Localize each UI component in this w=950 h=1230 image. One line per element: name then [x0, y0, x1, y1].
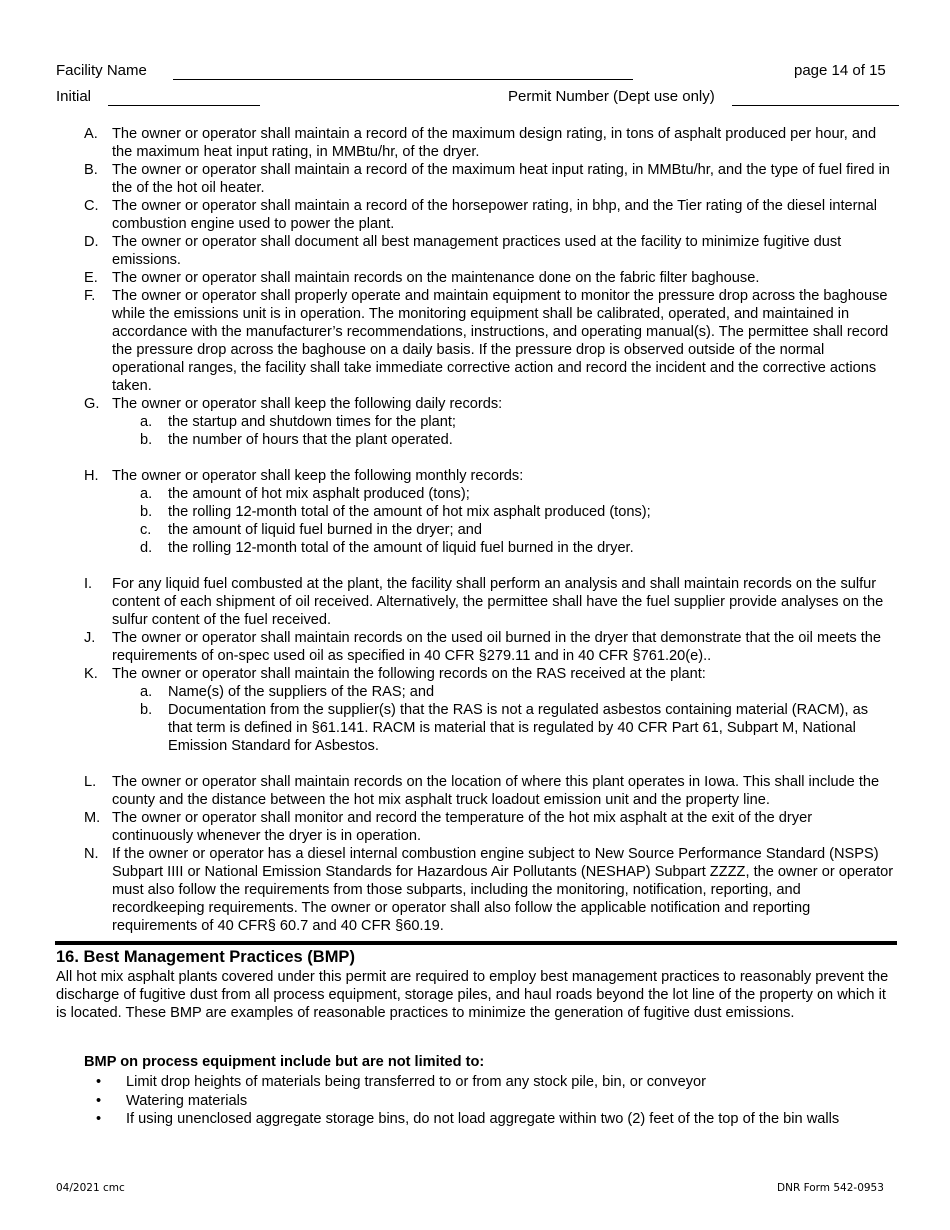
bmp-subtitle: BMP on process equipment include but are not limited to: [84, 1054, 485, 1070]
sub-list-item [84, 521, 896, 539]
list-item-label: L. [84, 774, 97, 790]
sub-list-item-text: the startup and shutdown times for the plant; [168, 414, 456, 430]
list-item [84, 395, 896, 413]
list-item [84, 773, 896, 809]
bullet-icon: • [96, 1074, 102, 1090]
sub-list-item-label: a. [140, 486, 153, 502]
sub-list-item-label: b. [140, 504, 153, 520]
bmp-bullet-list [96, 1073, 896, 1129]
sub-list-item-text: the rolling 12-month total of the amount of hot mix asphalt produced (tons); [168, 504, 651, 520]
list-item-text: The owner or operator shall maintain a record of the horsepower rating, in bhp, and the Tier rating of the diesel internal combustion engine used to power the plant. [112, 198, 877, 232]
sub-list-item-label: b. [140, 432, 153, 448]
list-item-text: The owner or operator shall monitor and record the temperature of the hot mix asphalt at the exit of the dryer continuously whenever the dryer is in operation. [112, 810, 813, 844]
list-item [84, 287, 896, 395]
bmp-bullet-text: Limit drop heights of materials being transferred to or from any stock pile, bin, or conveyor [126, 1074, 706, 1090]
sub-list-item [84, 683, 896, 701]
list-item [84, 809, 896, 845]
list-item [84, 629, 896, 665]
list-item [84, 197, 896, 233]
bullet-icon: • [96, 1092, 102, 1109]
list-item [84, 161, 896, 197]
list-item-text: The owner or operator shall maintain a record of the maximum design rating, in tons of asphalt produced per hour, and the maximum heat input rating, in MMBtu/hr, of the dryer. [112, 126, 877, 160]
bmp-bullet [96, 1092, 896, 1111]
list-item-text: The owner or operator shall properly operate and maintain equipment to monitor the pressure drop across the baghouse while the emissions unit is in operation. The monitoring equipment shall be calibrated, operated, and maintained in accordance with the manufacturer’s recommendations, instructions, and operating manual(s). The permittee shall record the pressure drop across the baghouse on a daily basis. If the pressure drop is observed outside of the normal operational ranges, the facility shall take immediate corrective action and record the incident and the corrective actions taken. [112, 288, 889, 394]
bmp-bullet [96, 1073, 896, 1092]
sub-list-item [84, 701, 896, 755]
list-item-label: H. [84, 468, 99, 484]
list-item-text: For any liquid fuel combusted at the plant, the facility shall perform an analysis and shall maintain records on the sulfur content of each shipment of oil received. Alternatively, the permittee shall have the fuel supplier provide analyses on the sulfur content of the fuel received. [112, 576, 884, 628]
list-item-label: B. [84, 162, 98, 178]
list-item-label: D. [84, 234, 99, 250]
list-item-text: If the owner or operator has a diesel internal combustion engine subject to New Source Performance Standard (NSPS) Subpart IIII or National Emission Standards for Hazardous Air Pollutants (NESHAP) Subpart ZZZZ, the owner or operator must also follow the requirements from those subparts, including the monitoring, notification, reporting, and recordkeeping requirements. The owner or operator shall also follow the applicable notification and reporting requirements of 40 CFR§ 60.7 and 40 CFR §60.19. [112, 846, 894, 934]
list-item-text: The owner or operator shall maintain the following records on the RAS received at the plant: [112, 666, 706, 682]
sub-list-item-text: the number of hours that the plant operated. [168, 432, 453, 448]
initial-label: Initial [56, 88, 92, 105]
sub-list-item-text: Documentation from the supplier(s) that the RAS is not a regulated asbestos containing material (RACM), as that term is defined in §61.141. RACM is material that is regulated by 40 CFR Part 61, Subpart M, National Emission Standard for Asbestos. [168, 702, 869, 754]
permit-number-field[interactable] [732, 105, 899, 106]
list-item [84, 233, 896, 269]
sub-list-item [84, 413, 896, 431]
bullet-icon: • [96, 1111, 102, 1127]
sub-list-item [84, 485, 896, 503]
bmp-bullet [96, 1110, 896, 1129]
sub-list-item [84, 431, 896, 449]
footer-form-number: DNR Form 542-0953 [777, 1182, 884, 1194]
bmp-bullet-text: Watering materials [126, 1092, 248, 1109]
sub-list-item-label: a. [140, 414, 153, 430]
page-number: page 14 of 15 [794, 62, 886, 79]
section-body: All hot mix asphalt plants covered under this permit are required to employ best management practices to reasonably prevent the discharge of fugitive dust from all process equipment, storage piles, and haul roads beyond the lot line of the property on which it is located. These BMP are examples of reasonable practices to minimize the generation of fugitive dust emissions. [56, 969, 889, 1021]
sub-list-item-text: Name(s) of the suppliers of the RAS; and [168, 684, 435, 700]
list-item-text: The owner or operator shall keep the following monthly records: [112, 468, 524, 484]
sub-list-item [84, 503, 896, 521]
list-item-label: J. [84, 630, 96, 646]
list-item-label: M. [84, 810, 101, 826]
sub-list-item-text: the amount of hot mix asphalt produced (tons); [168, 486, 470, 502]
list-item-label: E. [84, 270, 98, 286]
list-item-text: The owner or operator shall maintain a record of the maximum heat input rating, in MMBtu/hr, and the type of fuel fired in the of the hot oil heater. [112, 162, 890, 196]
sub-list-item [84, 539, 896, 557]
list-item-text: The owner or operator shall maintain records on the maintenance done on the fabric filter baghouse. [112, 270, 760, 286]
list-item-label: K. [84, 666, 98, 682]
initial-field[interactable] [108, 105, 260, 106]
section-divider [55, 941, 897, 945]
list-item [84, 575, 896, 629]
list-item [84, 269, 896, 287]
facility-name-field[interactable] [173, 79, 633, 80]
footer-date: 04/2021 cmc [56, 1182, 125, 1194]
list-item-label: F. [84, 288, 96, 304]
facility-name-label: Facility Name [56, 62, 147, 79]
list-item [84, 665, 896, 683]
list-item [84, 467, 896, 485]
sub-list-item-label: c. [140, 522, 152, 538]
list-item [84, 845, 896, 935]
list-item-label: A. [84, 126, 98, 142]
sub-list-item-text: the rolling 12-month total of the amount of liquid fuel burned in the dryer. [168, 540, 634, 556]
sub-list-item-label: b. [140, 702, 153, 718]
list-item-text: The owner or operator shall document all best management practices used at the facility to minimize fugitive dust emissions. [112, 234, 842, 268]
list-item-label: G. [84, 396, 100, 412]
list-item-label: N. [84, 846, 99, 862]
list-item-text: The owner or operator shall maintain records on the used oil burned in the dryer that demonstrate that the oil meets the requirements of on-spec used oil as specified in 40 CFR §279.11 and in 40 CFR §761.20(e).. [112, 630, 882, 664]
list-item-label: C. [84, 198, 99, 214]
recordkeeping-list [84, 125, 896, 935]
list-item [84, 125, 896, 161]
list-item-text: The owner or operator shall keep the following daily records: [112, 396, 503, 412]
sub-list-item-text: the amount of liquid fuel burned in the dryer; and [168, 522, 482, 538]
list-item-label: I. [84, 576, 93, 592]
section-title: 16. Best Management Practices (BMP) [56, 948, 355, 966]
sub-list-item-label: a. [140, 684, 153, 700]
list-item-text: The owner or operator shall maintain records on the location of where this plant operates in Iowa. This shall include the county and the distance between the hot mix asphalt truck loadout emission unit and the property line. [112, 774, 880, 808]
permit-number-label: Permit Number (Dept use only) [508, 88, 715, 105]
sub-list-item-label: d. [140, 540, 153, 556]
bmp-bullet-text: If using unenclosed aggregate storage bins, do not load aggregate within two (2) feet of the top of the bin walls [126, 1111, 840, 1127]
